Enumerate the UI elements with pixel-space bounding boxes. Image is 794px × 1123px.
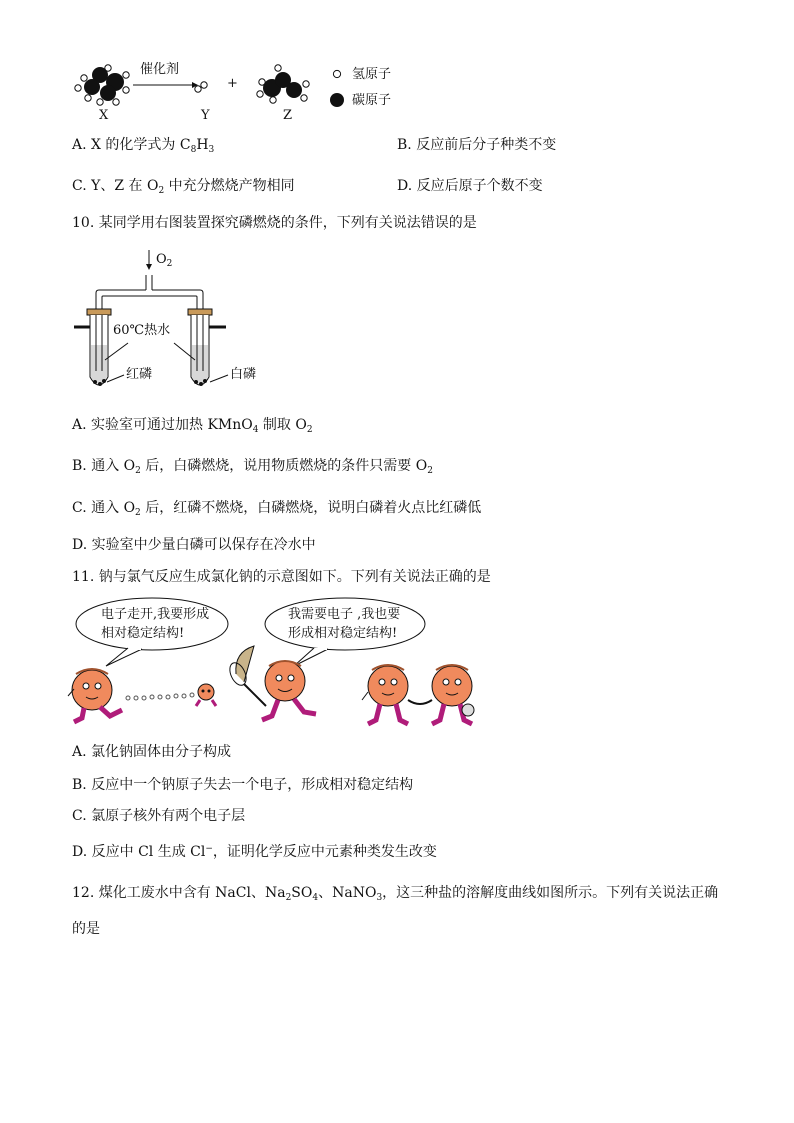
q10-option-b: B. 通入 $O_2$ 后，白磷燃烧，说用物质燃烧的条件只需要 $O_2$: [72, 458, 433, 476]
sodium-ion-character-icon: [362, 665, 408, 724]
q11-option-c: C. 氯原子核外有两个电子层: [72, 808, 246, 824]
plus-sign: +: [227, 76, 238, 91]
q10-apparatus-figure: [70, 245, 270, 395]
q9-option-a: A. X 的化学式为 $C_8H_3$: [72, 137, 215, 155]
bubble-2-line-1: 我需要电子 ,我也要: [288, 607, 401, 622]
hydrogen-legend-icon: [333, 70, 340, 77]
legend-carbon-label: 碳原子: [352, 93, 392, 108]
o2-label: $O_2$: [156, 252, 173, 269]
chlorine-atom-character-icon: [227, 646, 316, 720]
q11-stem: 11. 钠与氯气反应生成氯化钠的示意图如下。下列有关说法正确的是: [72, 569, 491, 585]
q9-option-c: C. Y、Z 在 $O_2$ 中充分燃烧产物相同: [72, 178, 295, 196]
bubble-1-line-2: 相对稳定结构!: [101, 626, 185, 641]
bubble-2-line-2: 形成相对稳定结构!: [288, 626, 398, 641]
q11-option-d: D. 反应中 Cl 生成 Cl−，证明化学反应中元素种类发生改变: [72, 844, 437, 860]
q9-reaction-figure: [70, 60, 410, 130]
electron-trail-icon: [126, 693, 194, 700]
bubble-1-line-1: 电子走开,我要形成: [101, 607, 210, 622]
molecule-y-icon: [195, 82, 207, 92]
q10-option-a: A. 实验室可通过加热 KMnO$_4$ 制取 $O_2$: [72, 417, 313, 435]
label-y: Y: [201, 108, 210, 123]
molecule-x-icon: [75, 65, 129, 105]
hot-water-label: 60℃热水: [113, 323, 171, 338]
molecule-z-icon: [257, 65, 309, 103]
legend-hydrogen-label: 氢原子: [352, 67, 392, 82]
white-phosphorus-label: 白磷: [230, 367, 257, 382]
q9-option-b: B. 反应前后分子种类不变: [397, 137, 557, 153]
q10-option-c: C. 通入 $O_2$ 后，红磷不燃烧，白磷燃烧，说明白磷着火点比红磷低: [72, 500, 482, 518]
sodium-atom-character-icon: [68, 669, 122, 722]
carbon-legend-icon: [330, 93, 344, 107]
red-phosphorus-label: 红磷: [126, 367, 153, 382]
q11-cartoon-figure: [66, 594, 496, 736]
label-z: Z: [283, 108, 293, 123]
q12-stem-line-2: 的是: [72, 921, 100, 937]
q12-stem-line-1: 12. 煤化工废水中含有 NaCl、$Na_2SO_4$、NaNO$_3$，这三种盐的溶解度曲线如图所示。下列有关说法正确: [72, 885, 719, 903]
q10-option-d: D. 实验室中少量白磷可以保存在冷水中: [72, 537, 316, 553]
q9-option-d: D. 反应后原子个数不变: [397, 178, 543, 194]
q11-option-b: B. 反应中一个钠原子失去一个电子，形成相对稳定结构: [72, 777, 414, 793]
q11-option-a: A. 氯化钠固体由分子构成: [72, 744, 232, 760]
chloride-ion-character-icon: [408, 665, 474, 724]
electron-character-icon: [196, 684, 216, 706]
label-x: X: [99, 108, 109, 123]
q10-stem: 10. 某同学用右图装置探究磷燃烧的条件，下列有关说法错误的是: [72, 215, 477, 231]
catalyst-label: 催化剂: [140, 62, 180, 77]
